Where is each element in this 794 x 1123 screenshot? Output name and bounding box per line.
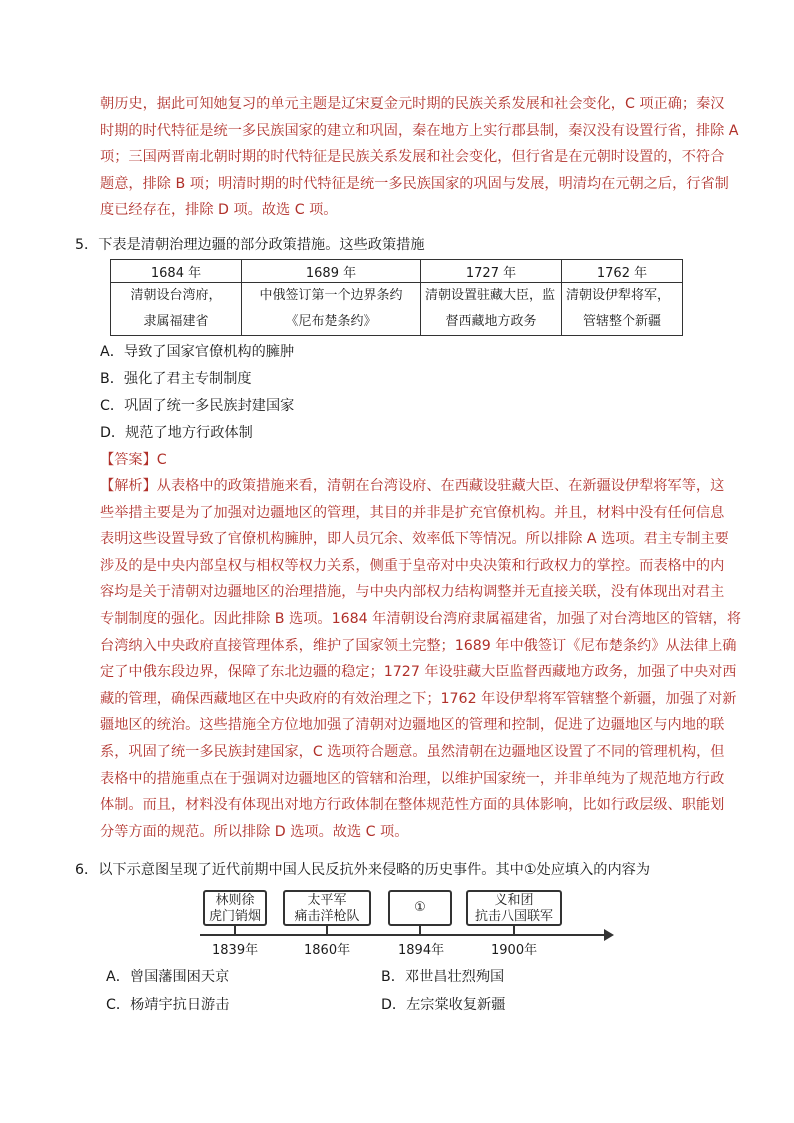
analysis-line: 系，巩固了统一多民族封建国家，C 选项符合题意。虽然清朝在边疆地区设置了不同的管理机构，但 <box>100 743 725 760</box>
arrow-right-icon <box>604 929 614 941</box>
cell-line: 督西藏地方政务 <box>445 314 537 329</box>
analysis-line: 定了中俄东段边界，保障了东北边疆的稳定；1727 年设驻藏大臣监督西藏地方政务，加强了中央对西 <box>100 664 737 681</box>
previous-analysis <box>100 91 739 224</box>
answer-value: C <box>156 452 167 468</box>
option-c: C．巩固了统一多民族封建国家 <box>100 398 295 414</box>
analysis-line: 朝历史，据此可知她复习的单元主题是辽宋夏金元时期的民族关系发展和社会变化，C 项正确；秦汉 <box>100 96 725 112</box>
policy-table <box>110 259 683 336</box>
analysis-line: 题意，排除 B 项；明清时期的时代特征是统一多民族国家的巩固与发展，明清均在元朝之后，行省制 <box>100 175 729 192</box>
analysis-line: 时期的时代特征是统一多民族国家的建立和巩固，秦在地方上实行郡县制，秦汉没有设置行省，排除 A <box>100 122 739 139</box>
table-year-cell: 1762 年 <box>562 260 683 283</box>
analysis-line: 疆地区的统治。这些措施全方位地加强了清朝对边疆地区的管理和控制，促进了边疆地区与内地的联 <box>100 717 725 734</box>
analysis-line: 专制制度的强化。因此排除 B 选项。1684 年清朝设台湾府隶属福建省，加强了对台湾地区的管辖，将 <box>100 610 742 627</box>
analysis-line: 表格中的措施重点在于强调对边疆地区的管辖和治理，以维护国家统一，并非单纯为了规范地方行政 <box>100 770 725 787</box>
table-cell <box>111 283 242 336</box>
timeline-stem <box>513 926 515 934</box>
analysis-line: 涉及的是中央内部皇权与相权等权力关系，侧重于皇帝对中央决策和行政权力的掌控。而表格中的内 <box>100 557 725 574</box>
option-a: A．曾国藩围困天京 <box>106 969 230 985</box>
table-row <box>111 283 683 336</box>
cell-line: 中俄签订第一个边界条约 <box>259 288 403 303</box>
analysis-line: 体制。而且，材料没有体现出对地方行政体制在整体规范性方面的具体影响，比如行政层级、职能划 <box>100 797 725 814</box>
table-year-cell: 1727 年 <box>421 260 562 283</box>
timeline-stem <box>419 926 421 934</box>
timeline-year: 1839年 <box>212 943 259 958</box>
timeline-year: 1900年 <box>491 943 538 958</box>
analysis-line: 表明这些设置导致了官僚机构臃肿，即人员冗余、效率低下等情况。所以排除 A 选项。君主专制主要 <box>100 531 729 548</box>
option-b: B．邓世昌壮烈殉国 <box>381 969 505 985</box>
timeline-event-box: 太平军 痛击洋枪队 <box>283 890 371 926</box>
question-5-analysis <box>100 473 742 845</box>
analysis-line: 藏的管理，确保西藏地区在中央政府的有效治理之下；1762 年设伊犁将军管辖整个新疆，加强了对新 <box>100 690 737 707</box>
cell-line: 《尼布楚条约》 <box>285 314 377 329</box>
option-b: B．强化了君主专制制度 <box>100 371 252 387</box>
analysis-line: 分等方面的规范。所以排除 D 选项。故选 C 项。 <box>100 823 409 840</box>
option-d: D．规范了地方行政体制 <box>100 425 253 441</box>
analysis-line: 些举措主要是为了加强对边疆地区的管理，其目的并非是扩充官僚机构。并且，材料中没有任何信息 <box>100 504 725 521</box>
timeline-event-box: 义和团 抗击八国联军 <box>466 890 562 926</box>
analysis-line: 度已经存在，排除 D 项。故选 C 项。 <box>100 202 338 219</box>
cell-line: 清朝设置驻藏大臣，监 <box>425 288 556 303</box>
table-cell <box>242 283 421 336</box>
analysis-line: 【解析】从表格中的政策措施来看，清朝在台湾设府、在西藏设驻藏大臣、在新疆设伊犁将军等，这 <box>100 478 725 494</box>
cell-line: 隶属福建省 <box>143 314 209 329</box>
table-year-cell: 1689 年 <box>242 260 421 283</box>
table-cell <box>562 283 683 336</box>
table-cell <box>421 283 562 336</box>
cell-line: 清朝设伊犁将军， <box>566 288 671 303</box>
cell-line: 管辖整个新疆 <box>582 314 661 329</box>
question-5-stem: 5．下表是清朝治理边疆的部分政策措施。这些政策措施 <box>75 237 425 253</box>
timeline-axis <box>200 934 606 936</box>
option-c: C．杨靖宇抗日游击 <box>106 997 230 1013</box>
timeline-year: 1894年 <box>398 943 445 958</box>
option-a: A．导致了国家官僚机构的臃肿 <box>100 344 295 360</box>
analysis-line: 台湾纳入中央政府直接管理体系，维护了国家领土完整；1689 年中俄签订《尼布楚条约》从法律上确 <box>100 637 737 654</box>
timeline-stem <box>326 926 328 934</box>
analysis-line: 项；三国两晋南北朝时期的时代特征是民族关系发展和社会变化，但行省是在元朝时设置的，不符合 <box>100 149 725 166</box>
cell-line: 清朝设台湾府， <box>130 288 222 303</box>
question-6-stem: 6．以下示意图呈现了近代前期中国人民反抗外来侵略的历史事件。其中①处应填入的内容为 <box>75 862 651 878</box>
answer-label: 【答案】 <box>100 452 157 468</box>
timeline-stem <box>234 926 236 934</box>
timeline-year: 1860年 <box>304 943 351 958</box>
table-year-cell: 1684 年 <box>111 260 242 283</box>
table-header-row <box>111 260 683 283</box>
timeline-event-box: 林则徐 虎门销烟 <box>203 890 267 926</box>
analysis-label: 【解析】 <box>100 478 157 494</box>
answer-line <box>100 449 167 469</box>
timeline-blank-box: ① <box>388 890 452 926</box>
option-d: D．左宗棠收复新疆 <box>381 997 506 1013</box>
analysis-line: 容均是关于清朝对边疆地区的治理措施，与中央内部权力结构调整并无直接关联，没有体现出对君主 <box>100 584 725 601</box>
